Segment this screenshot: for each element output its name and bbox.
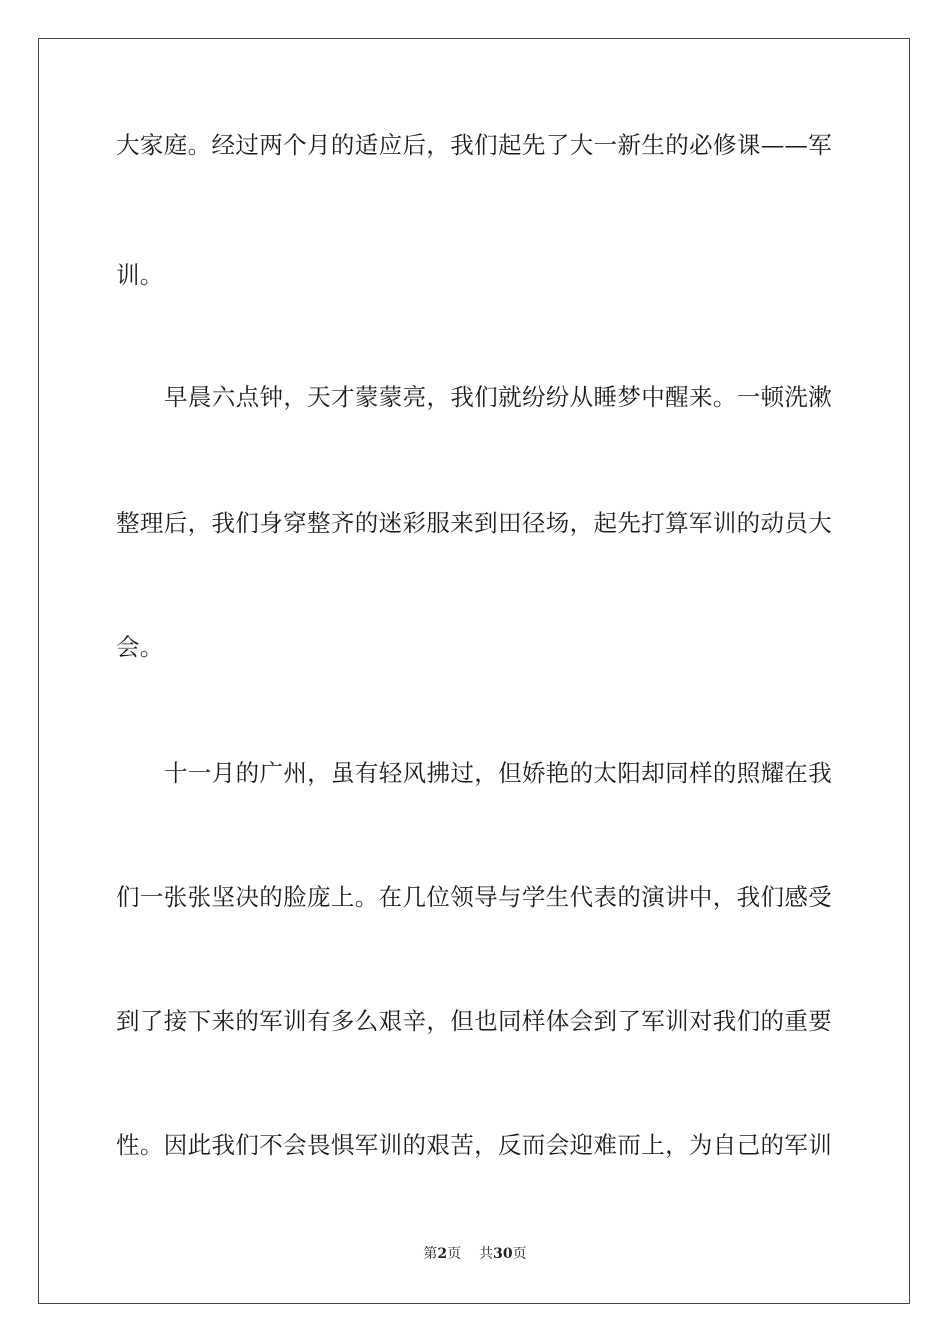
text-line-4: 整理后，我们身穿整齐的迷彩服来到田径场，起先打算军训的动员大 <box>116 509 832 537</box>
page-number: 2 <box>437 1246 448 1262</box>
text-line-2: 训。 <box>116 261 164 289</box>
text-line-9: 性。因此我们不会畏惧军训的艰苦，反而会迎难而上，为自己的军训 <box>116 1131 832 1159</box>
page-border <box>38 38 910 1304</box>
page-footer <box>0 1244 950 1264</box>
text-line-3: 早晨六点钟，天才蒙蒙亮，我们就纷纷从睡梦中醒来。一顿洗漱 <box>164 383 832 411</box>
text-line-1: 大家庭。经过两个月的适应后，我们起先了大一新生的必修课——军 <box>116 131 832 159</box>
text-line-5: 会。 <box>116 633 164 661</box>
text-line-6: 十一月的广州，虽有轻风拂过，但娇艳的太阳却同样的照耀在我 <box>164 759 832 787</box>
page-prefix: 第 <box>423 1246 438 1262</box>
total-prefix: 共 <box>479 1246 494 1262</box>
total-pages: 30 <box>493 1246 513 1262</box>
text-line-8: 到了接下来的军训有多么艰辛，但也同样体会到了军训对我们的重要 <box>116 1007 832 1035</box>
page-suffix: 页 <box>447 1246 462 1262</box>
text-line-7: 们一张张坚决的脸庞上。在几位领导与学生代表的演讲中，我们感受 <box>116 883 832 911</box>
total-suffix: 页 <box>512 1246 527 1262</box>
